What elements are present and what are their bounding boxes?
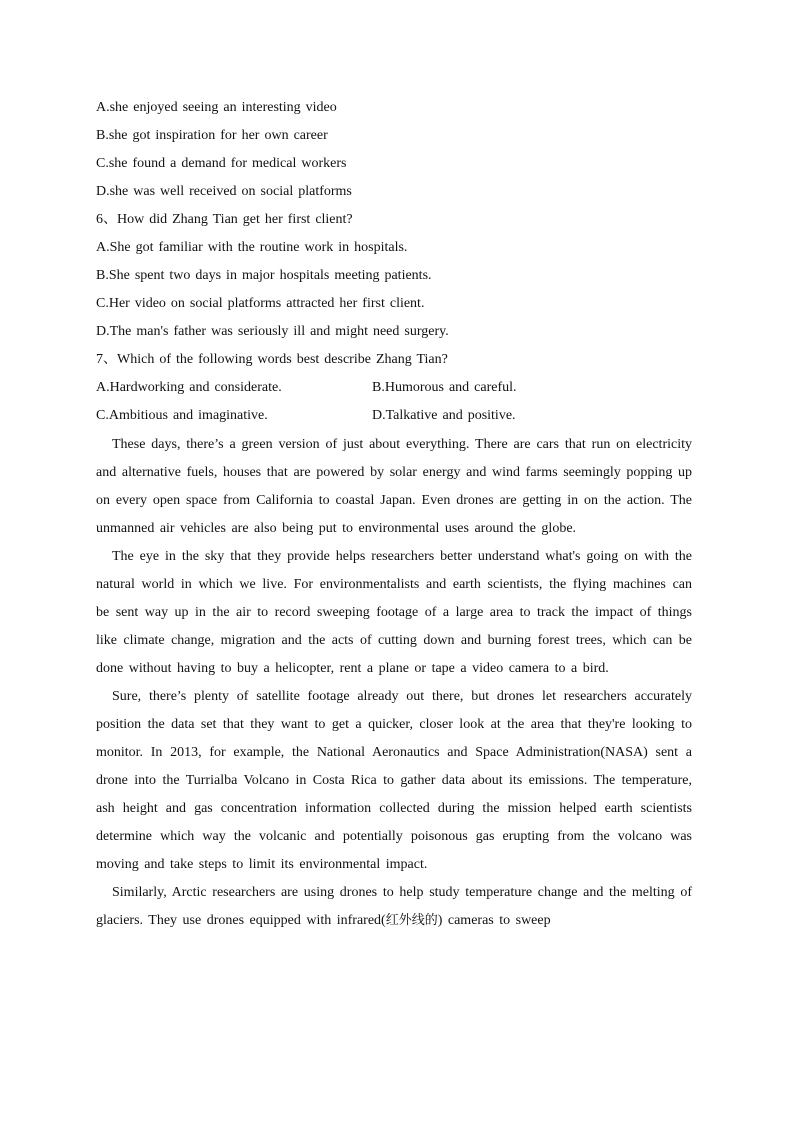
question-6 (96, 206, 696, 346)
q6-option-b: B.She spent two days in major hospitals meeting patients. (96, 268, 432, 283)
question-5-options (96, 94, 696, 206)
q7-option-b: B.Humorous and careful. (372, 380, 517, 395)
passage-p4-text-before: Similarly, Arctic researchers are using drones to help study temperature change and the melting of glaciers. They use drones equipped with infrared( (96, 885, 692, 928)
q7-option-c: C.Ambitious and imaginative. (96, 408, 268, 423)
q5-option-d: D.she was well received on social platforms (96, 184, 352, 199)
passage-paragraph-2: The eye in the sky that they provide helps researchers better understand what's going on with the natural world in which we live. For environmentalists and earth scientists, the flying machines can be sent way up in the air to record sweeping footage of a large area to track the impact of things like climate change, migration and the acts of cutting down and burning forest trees, which can be done without having to buy a helicopter, rent a plane or tape a video camera to a bird. (96, 549, 692, 676)
q7-options-row-1 (96, 374, 696, 402)
passage-paragraph-3: Sure, there’s plenty of satellite footage already out there, but drones let researchers accurately position the data set that they want to get a quicker, closer look at the area that they're looking to monitor. In 2013, for example, the National Aeronautics and Space Administration(NASA) sent a drone into the Turrialba Volcano in Costa Rica to gather data about its emissions. The temperature, ash height and gas concentration information collected during the mission helped earth scientists determine which way the volcanic and potentially poisonous gas erupting from the volcano was moving and take steps to limit its environmental impact. (96, 689, 692, 872)
q7-option-a: A.Hardworking and considerate. (96, 380, 282, 395)
q6-option-a: A.She got familiar with the routine work in hospitals. (96, 240, 408, 255)
reading-passage (96, 431, 696, 935)
q5-option-b: B.she got inspiration for her own career (96, 128, 328, 143)
q7-options-row-2 (96, 402, 696, 430)
q7-stem: 7、Which of the following words best describe Zhang Tian? (96, 352, 448, 367)
q7-option-d: D.Talkative and positive. (372, 408, 516, 423)
passage-p4-chinese-gloss: 红外线的 (385, 913, 438, 928)
passage-paragraph-1: These days, there’s a green version of just about everything. There are cars that run on electricity and alternative fuels, houses that are powered by solar energy and wind farms seemingly popping up on every open space from California to coastal Japan. Even drones are getting in on the action. The unmanned air vehicles are also being put to environmental uses around the globe. (96, 437, 692, 536)
question-7 (96, 346, 696, 430)
passage-p4-text-after: ) cameras to sweep (437, 913, 551, 928)
q6-option-c: C.Her video on social platforms attracted her first client. (96, 296, 425, 311)
q6-stem: 6、How did Zhang Tian get her first client? (96, 212, 353, 227)
q6-option-d: D.The man's father was seriously ill and might need surgery. (96, 324, 449, 339)
passage-paragraph-4 (96, 879, 692, 935)
q5-option-c: C.she found a demand for medical workers (96, 156, 347, 171)
q5-option-a: A.she enjoyed seeing an interesting video (96, 100, 337, 115)
document-content (96, 94, 696, 935)
